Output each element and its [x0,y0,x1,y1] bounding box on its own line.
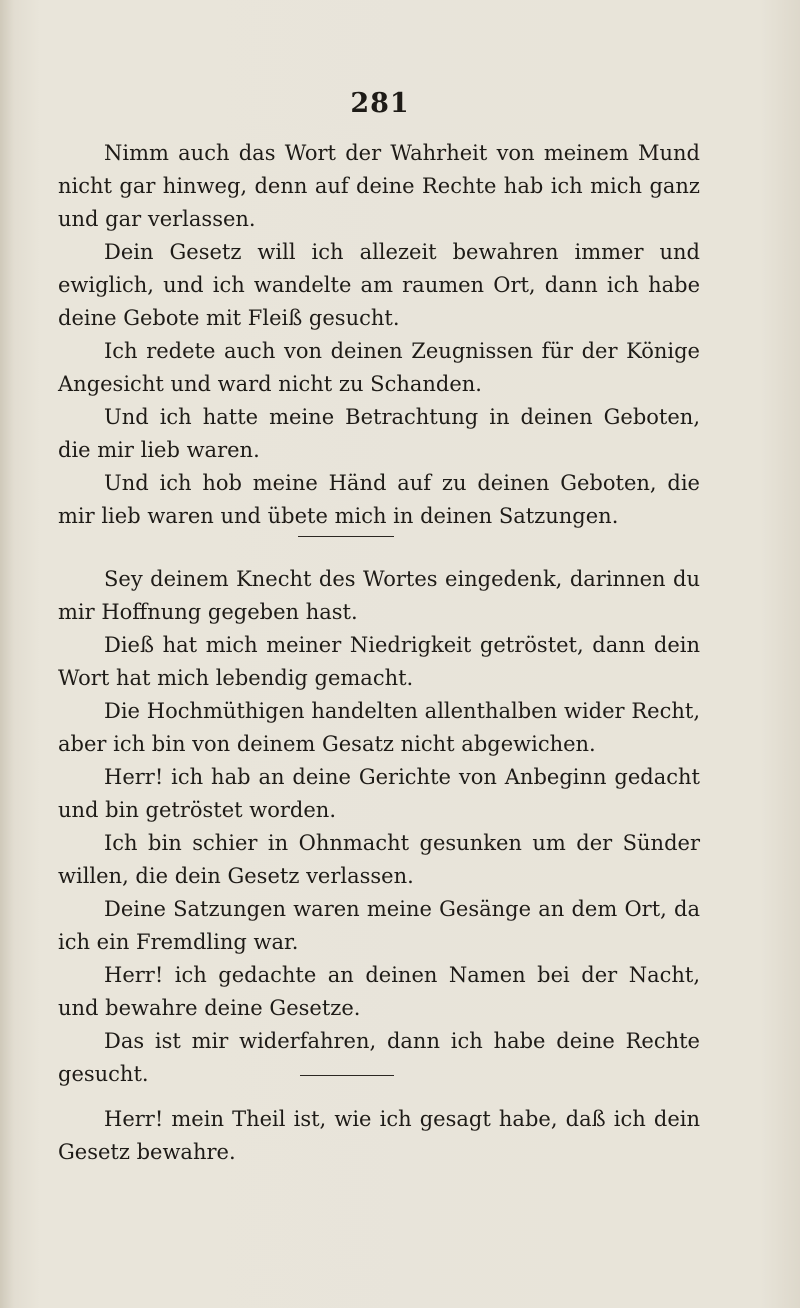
verse: Sey deinem Knecht des Wortes eingedenk, darinnen du mir Hoffnung gegeben hast. [58,567,700,624]
verse: Die Hochmüthigen handelten allenthalben wider Recht, aber ich bin von deinem Gesatz nicht abgewichen. [58,699,700,756]
verse: Nimm auch das Wort der Wahrheit von meinem Mund nicht gar hinweg, denn auf deine Rechte hab ich mich ganz und gar verlassen. [58,141,700,231]
verse-group-3 [58,1103,700,1169]
verse-group-1 [58,137,700,533]
section-divider [300,1075,394,1076]
verse: Deine Satzungen waren meine Gesänge an dem Ort, da ich ein Fremdling war. [58,897,700,954]
verse: Ich bin schier in Ohnmacht gesunken um der Sünder willen, die dein Gesetz verlassen. [58,831,700,888]
verse: Das ist mir widerfahren, dann ich habe deine Rechte gesucht. [58,1029,700,1086]
page-number: 281 [350,88,410,119]
verse: Herr! mein Theil ist, wie ich gesagt habe, daß ich dein Gesetz bewahre. [58,1107,700,1164]
verse: Ich redete auch von deinen Zeugnissen für der Könige Angesicht und ward nicht zu Schanden. [58,339,700,396]
verse-group-2 [58,563,700,1091]
verse: Herr! ich gedachte an deinen Namen bei der Nacht, und bewahre deine Gesetze. [58,963,700,1020]
verse: Und ich hob meine Händ auf zu deinen Geboten, die mir lieb waren und übete mich in deinen Satzungen. [58,471,700,528]
verse: Herr! ich hab an deine Gerichte von Anbeginn gedacht und bin getröstet worden. [58,765,700,822]
verse: Dieß hat mich meiner Niedrigkeit getröstet, dann dein Wort hat mich lebendig gemacht. [58,633,700,690]
verse: Und ich hatte meine Betrachtung in deinen Geboten, die mir lieb waren. [58,405,700,462]
section-divider [298,536,394,537]
verse: Dein Gesetz will ich allezeit bewahren immer und ewiglich, und ich wandelte am raumen Ort, dann ich habe deine Gebote mit Fleiß gesucht. [58,240,700,330]
